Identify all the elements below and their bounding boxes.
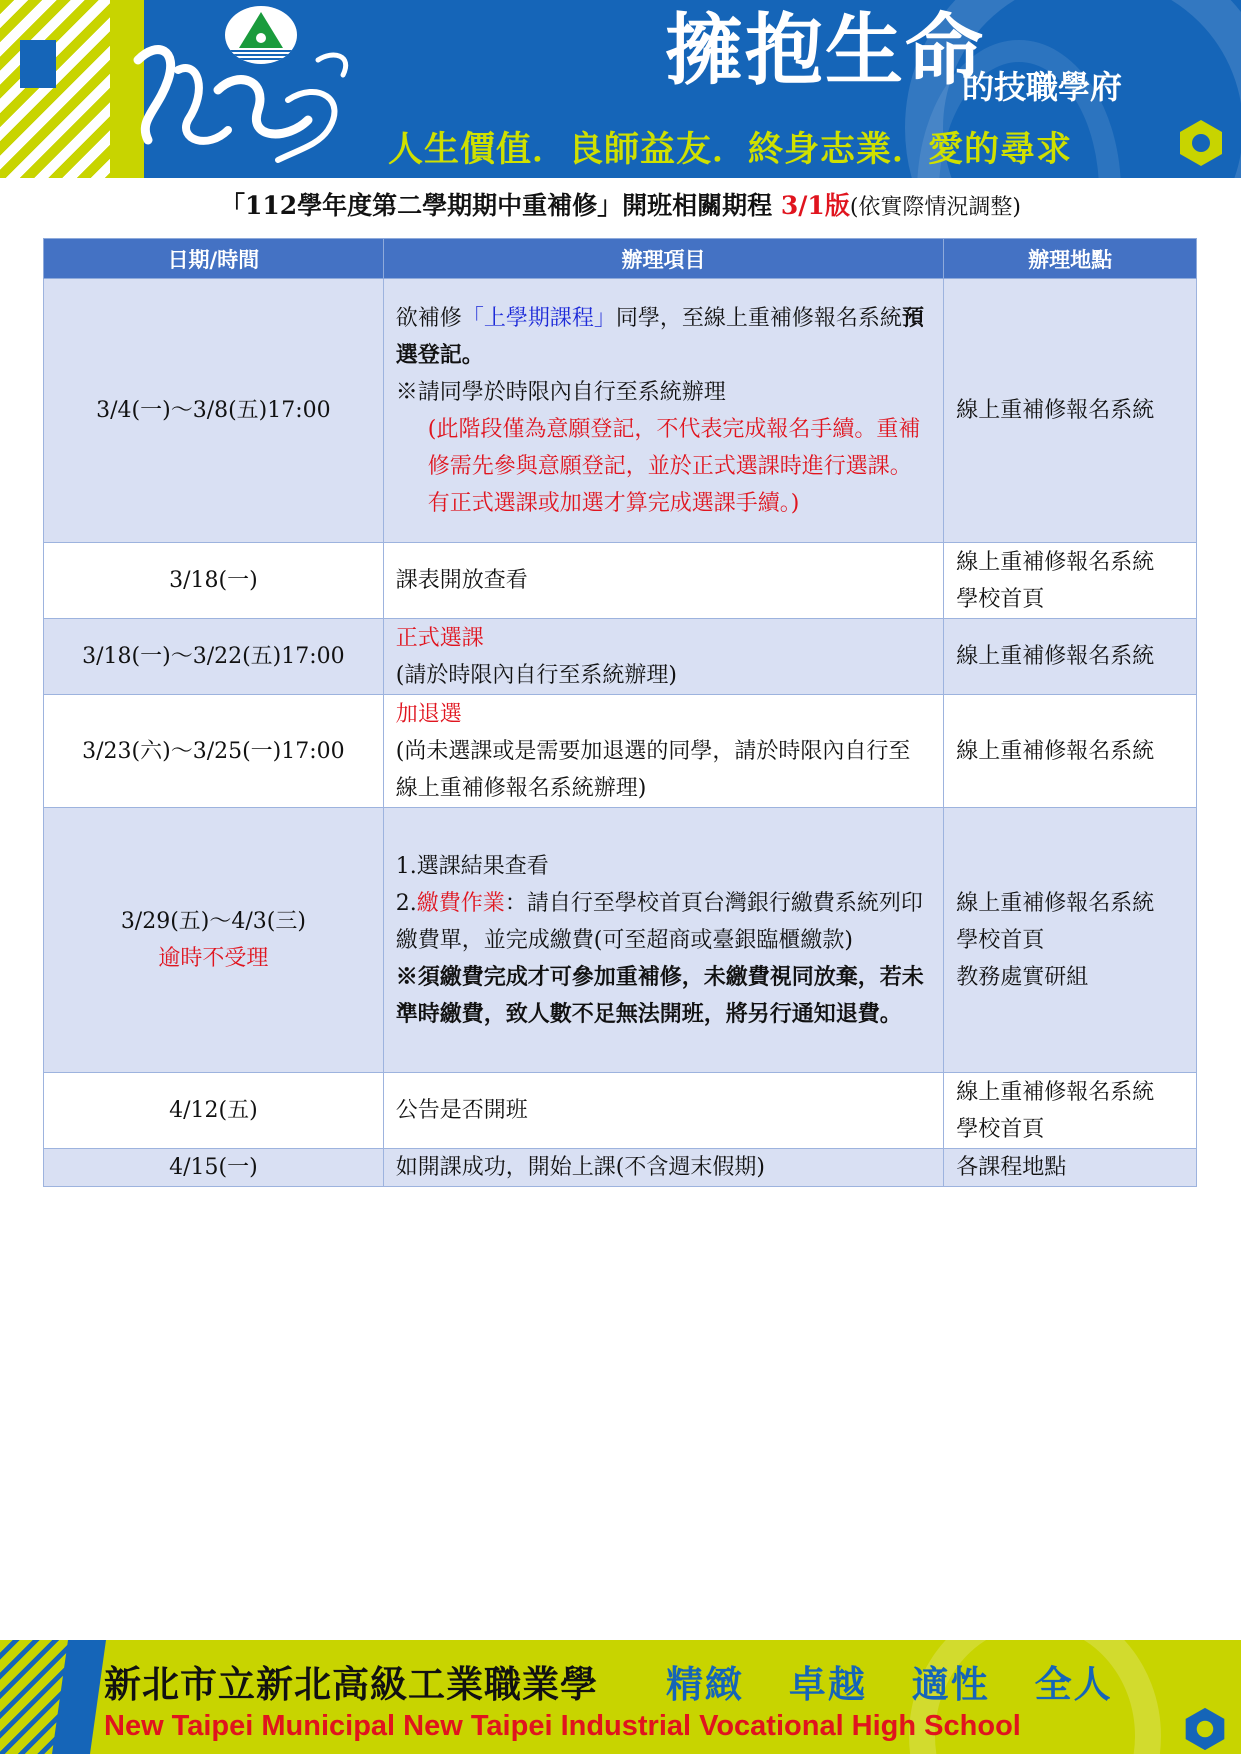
place-line: 線上重補修報名系統 [956, 644, 1155, 669]
table-row [44, 808, 1197, 1073]
table-row [44, 279, 1197, 543]
item-title: 正式選課 [395, 625, 484, 651]
header-place: 辦理地點 [944, 239, 1197, 279]
banner-stripes [0, 0, 120, 178]
row-item [383, 808, 943, 1073]
date-note: 逾時不受理 [158, 946, 269, 971]
place-line: 線上重補修報名系統 [956, 738, 1155, 764]
row-place [944, 1149, 1197, 1187]
item-text: (請於時限內自行至系統辦理) [395, 662, 677, 688]
item-text: 2. [395, 890, 417, 916]
row-place [944, 695, 1197, 808]
place-line: 線上重補修報名系統 [956, 549, 1155, 575]
item-bold: 預選登記。 [395, 304, 924, 368]
header-banner [0, 0, 1241, 178]
item-highlight: 「上學期課程」 [461, 305, 616, 331]
item-bold-note: ※須繳費完成才可參加重補修，未繳費視同放棄，若未準時繳費，致人數不足無法開班，將另行通知退費。 [395, 963, 924, 1027]
item-text: 欲補修 [395, 305, 462, 331]
document-title [0, 186, 1241, 222]
row-date: 4/12(五) [44, 1073, 384, 1149]
item-text: (尚未選課或是需要加退選的同學，請於時限內自行至線上重補修報名系統辦理) [395, 738, 911, 801]
row-date [44, 808, 384, 1073]
row-place [944, 543, 1197, 619]
hexagon-icon [1182, 1706, 1228, 1752]
row-place [944, 619, 1197, 695]
row-place [944, 808, 1197, 1073]
table-row [44, 695, 1197, 808]
schedule-table [43, 238, 1197, 1187]
row-date: 3/23(六)～3/25(一)17:00 [44, 695, 384, 808]
place-line: 各課程地點 [956, 1155, 1067, 1180]
row-date: 3/4(一)～3/8(五)17:00 [44, 279, 384, 543]
item-text: 1.選課結果查看 [395, 853, 549, 879]
school-name-english: New Taipei Municipal New Taipei Industrial Vocational High School [104, 1710, 1021, 1742]
item-highlight: 繳費作業 [416, 890, 505, 916]
school-emblem [225, 6, 297, 64]
date-text: 3/29(五)～4/3(三) [120, 909, 306, 934]
place-line: 學校首頁 [956, 586, 1045, 612]
table-row [44, 619, 1197, 695]
item-note: ※請同學於時限內自行至系統辦理 [395, 379, 726, 405]
item-text: 同學，至線上重補修報名系統 [615, 305, 902, 331]
table-row [44, 1073, 1197, 1149]
banner-slogan-sub: 的技職學府 [962, 68, 1123, 106]
table-header-row [44, 239, 1197, 279]
row-item: 如開課成功，開始上課(不含週末假期) [383, 1149, 943, 1187]
place-line: 線上重補修報名系統 [956, 890, 1155, 916]
row-date: 4/15(一) [44, 1149, 384, 1187]
banner-motto: 人生價值．良師益友．終身志業．愛的尋求 [388, 130, 1073, 170]
place-line: 線上重補修報名系統 [956, 398, 1155, 423]
place-line: 教務處實研組 [956, 964, 1089, 990]
header-item: 辦理項目 [383, 239, 943, 279]
item-title: 加退選 [395, 701, 462, 727]
footer-banner [0, 1640, 1241, 1754]
row-item [383, 619, 943, 695]
hexagon-icon [1176, 118, 1226, 168]
title-main: 「112學年度第二學期期中重補修」開班相關期程 [220, 191, 773, 220]
row-place [944, 279, 1197, 543]
row-place [944, 1073, 1197, 1149]
row-item: 公告是否開班 [383, 1073, 943, 1149]
item-red-note: (此階段僅為意願登記，不代表完成報名手續。重補修需先參與意願登記，並於正式選課時進行選課。有正式選課或加選才算完成選課手續。) [427, 416, 921, 516]
item-text: ：請自行至學校首頁台灣銀行繳費系統列印繳費單，並完成繳費(可至超商或臺銀臨櫃繳款) [395, 890, 923, 953]
row-date: 3/18(一) [44, 543, 384, 619]
table-row [44, 1149, 1197, 1187]
title-note: (依實際情況調整) [849, 195, 1021, 220]
title-version: 3/1版 [780, 191, 850, 220]
row-item: 課表開放查看 [383, 543, 943, 619]
row-date: 3/18(一)～3/22(五)17:00 [44, 619, 384, 695]
school-name: 新北市立新北高級工業職業學 [104, 1663, 598, 1706]
row-item [383, 279, 943, 543]
place-line: 學校首頁 [956, 927, 1045, 953]
place-line: 線上重補修報名系統 [956, 1079, 1155, 1105]
header-date: 日期/時間 [44, 239, 384, 279]
banner-slogan: 擁抱生命 [665, 5, 986, 96]
place-line: 學校首頁 [956, 1116, 1045, 1142]
row-item [383, 695, 943, 808]
school-motto: 精緻 卓越 適性 全人 [666, 1663, 1113, 1706]
table-row [44, 543, 1197, 619]
